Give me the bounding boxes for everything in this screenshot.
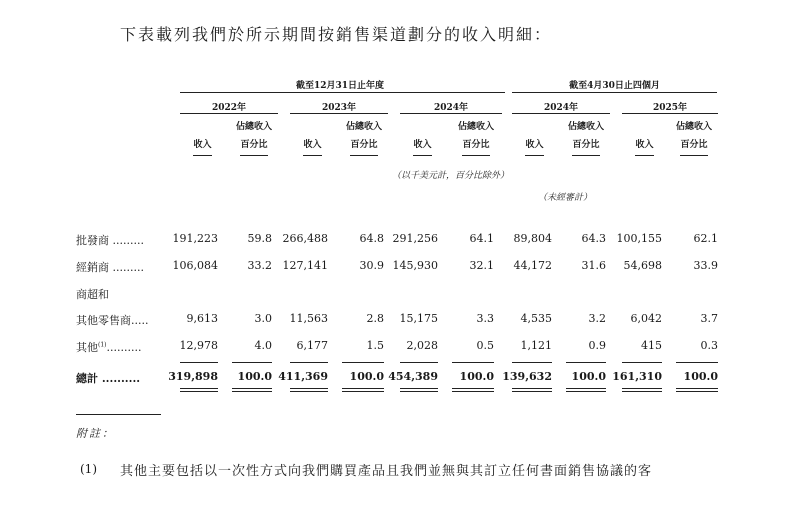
total-double-rule <box>232 388 272 389</box>
total-row <box>0 370 800 386</box>
table-cell: 319,898 <box>168 370 218 383</box>
year-rule-2024-four-months <box>512 113 610 114</box>
table-cell: 64.1 <box>469 232 494 245</box>
year-rule-2022 <box>180 113 278 114</box>
col-header-pct: 佔總收入 百分比 <box>338 118 390 156</box>
subtotal-rule <box>290 362 328 363</box>
table-cell: 161,310 <box>612 370 662 383</box>
col-header-revenue: 收入 <box>290 136 335 156</box>
table-cell: 291,256 <box>392 232 438 245</box>
year-rule-2023 <box>290 113 388 114</box>
col-header-revenue: 收入 <box>512 136 557 156</box>
table-cell: 266,488 <box>282 232 328 245</box>
table-cell: 3.2 <box>588 312 606 325</box>
table-cell: 6,177 <box>296 339 328 352</box>
total-double-rule <box>452 391 494 392</box>
table-cell: 100.0 <box>349 370 384 383</box>
table-cell: 54,698 <box>623 259 662 272</box>
total-double-rule <box>566 391 606 392</box>
year-header-2024-four-months: 2024年 <box>543 103 579 113</box>
table-cell: 191,223 <box>172 232 218 245</box>
subtotal-rule <box>512 362 552 363</box>
group-header-annual: 截至12月31日止年度 <box>295 81 385 91</box>
table-cell: 33.9 <box>693 259 718 272</box>
table-cell: 62.1 <box>693 232 718 245</box>
total-double-rule <box>452 388 494 389</box>
footnote-text: 其他主要包括以一次性方式向我們購買產品且我們並無與其訂立任何書面銷售協議的客 <box>120 464 653 479</box>
col-header-revenue: 收入 <box>180 136 225 156</box>
table-cell: 100.0 <box>683 370 718 383</box>
subtotal-rule <box>622 362 662 363</box>
year-rule-2025 <box>622 113 718 114</box>
subtotal-rule <box>676 362 718 363</box>
table-cell: 12,978 <box>179 339 218 352</box>
table-cell: 2,028 <box>406 339 438 352</box>
table-cell: 32.1 <box>469 259 494 272</box>
total-double-rule <box>566 388 606 389</box>
table-cell: 59.8 <box>247 232 272 245</box>
col-header-revenue: 收入 <box>400 136 445 156</box>
total-double-rule <box>676 388 718 389</box>
year-header-2024: 2024年 <box>433 103 469 113</box>
total-double-rule <box>622 391 662 392</box>
table-cell: 127,141 <box>282 259 328 272</box>
group-rule-annual <box>180 92 505 93</box>
table-cell: 64.8 <box>359 232 384 245</box>
footnote-rule <box>76 414 161 415</box>
table-cell: 3.0 <box>254 312 272 325</box>
year-rule-2024 <box>400 113 502 114</box>
table-row <box>0 232 800 248</box>
total-double-rule <box>400 391 438 392</box>
table-cell: 3.3 <box>476 312 494 325</box>
unaudited-note: （未經審計） <box>538 193 593 203</box>
row-label: 其他零售商..... <box>76 314 149 327</box>
table-cell: 2.8 <box>366 312 384 325</box>
total-label: 總計 .......... <box>76 372 141 385</box>
group-rule-four-months <box>512 92 717 93</box>
table-cell: 1.5 <box>366 339 384 352</box>
table-cell: 33.2 <box>247 259 272 272</box>
total-double-rule <box>180 391 218 392</box>
table-cell: 31.6 <box>581 259 606 272</box>
table-cell: 0.5 <box>476 339 494 352</box>
total-double-rule <box>512 388 552 389</box>
unit-note: （以千美元計，百分比除外） <box>392 171 510 181</box>
table-cell: 139,632 <box>502 370 552 383</box>
col-header-pct: 佔總收入 百分比 <box>450 118 502 156</box>
subtotal-rule <box>180 362 218 363</box>
table-cell: 0.9 <box>588 339 606 352</box>
table-cell: 3.7 <box>700 312 718 325</box>
table-cell: 9,613 <box>186 312 218 325</box>
col-header-pct: 佔總收入 百分比 <box>560 118 612 156</box>
row-label: 經銷商 ......... <box>76 261 144 274</box>
table-cell: 145,930 <box>392 259 438 272</box>
table-cell: 0.3 <box>700 339 718 352</box>
row-label: 商超和 <box>76 288 109 301</box>
group-header-four-months: 截至4月30日止四個月 <box>569 81 660 91</box>
col-header-revenue: 收入 <box>622 136 667 156</box>
table-cell: 15,175 <box>399 312 438 325</box>
table-cell: 6,042 <box>630 312 662 325</box>
table-row <box>0 259 800 275</box>
table-cell: 106,084 <box>172 259 218 272</box>
total-double-rule <box>342 391 384 392</box>
total-double-rule <box>622 388 662 389</box>
total-double-rule <box>180 388 218 389</box>
total-double-rule <box>290 388 328 389</box>
intro-text: 下表載列我們於所示期間按銷售渠道劃分的收入明細： <box>120 25 553 44</box>
subtotal-rule <box>400 362 438 363</box>
table-cell: 100.0 <box>459 370 494 383</box>
table-cell: 4.0 <box>254 339 272 352</box>
table-cell: 454,389 <box>388 370 438 383</box>
table-cell: 44,172 <box>513 259 552 272</box>
total-double-rule <box>290 391 328 392</box>
total-double-rule <box>342 388 384 389</box>
subtotal-rule <box>452 362 494 363</box>
footnote-number: (1) <box>80 462 97 476</box>
row-label: 批發商 ......... <box>76 234 144 247</box>
subtotal-rule <box>566 362 606 363</box>
col-header-pct: 佔總收入 百分比 <box>228 118 280 156</box>
table-cell: 100,155 <box>616 232 662 245</box>
table-cell: 1,121 <box>520 339 552 352</box>
total-double-rule <box>400 388 438 389</box>
table-cell: 64.3 <box>581 232 606 245</box>
table-cell: 415 <box>641 339 662 352</box>
total-double-rule <box>676 391 718 392</box>
total-double-rule <box>232 391 272 392</box>
row-label: 其他$^{(1)}$.......... <box>76 341 142 354</box>
year-header-2022: 2022年 <box>211 103 247 113</box>
table-row <box>0 312 800 328</box>
table-cell: 11,563 <box>289 312 328 325</box>
table-cell: 30.9 <box>359 259 384 272</box>
table-row <box>0 286 800 302</box>
table-cell: 100.0 <box>571 370 606 383</box>
table-cell: 4,535 <box>520 312 552 325</box>
subtotal-rule <box>232 362 272 363</box>
table-cell: 89,804 <box>513 232 552 245</box>
subtotal-rule <box>342 362 384 363</box>
table-row <box>0 339 800 355</box>
footnote-heading: 附註： <box>76 427 115 440</box>
year-header-2025: 2025年 <box>652 103 688 113</box>
total-double-rule <box>512 391 552 392</box>
table-cell: 411,369 <box>278 370 328 383</box>
col-header-pct: 佔總收入 百分比 <box>668 118 720 156</box>
table-cell: 100.0 <box>237 370 272 383</box>
year-header-2023: 2023年 <box>321 103 357 113</box>
